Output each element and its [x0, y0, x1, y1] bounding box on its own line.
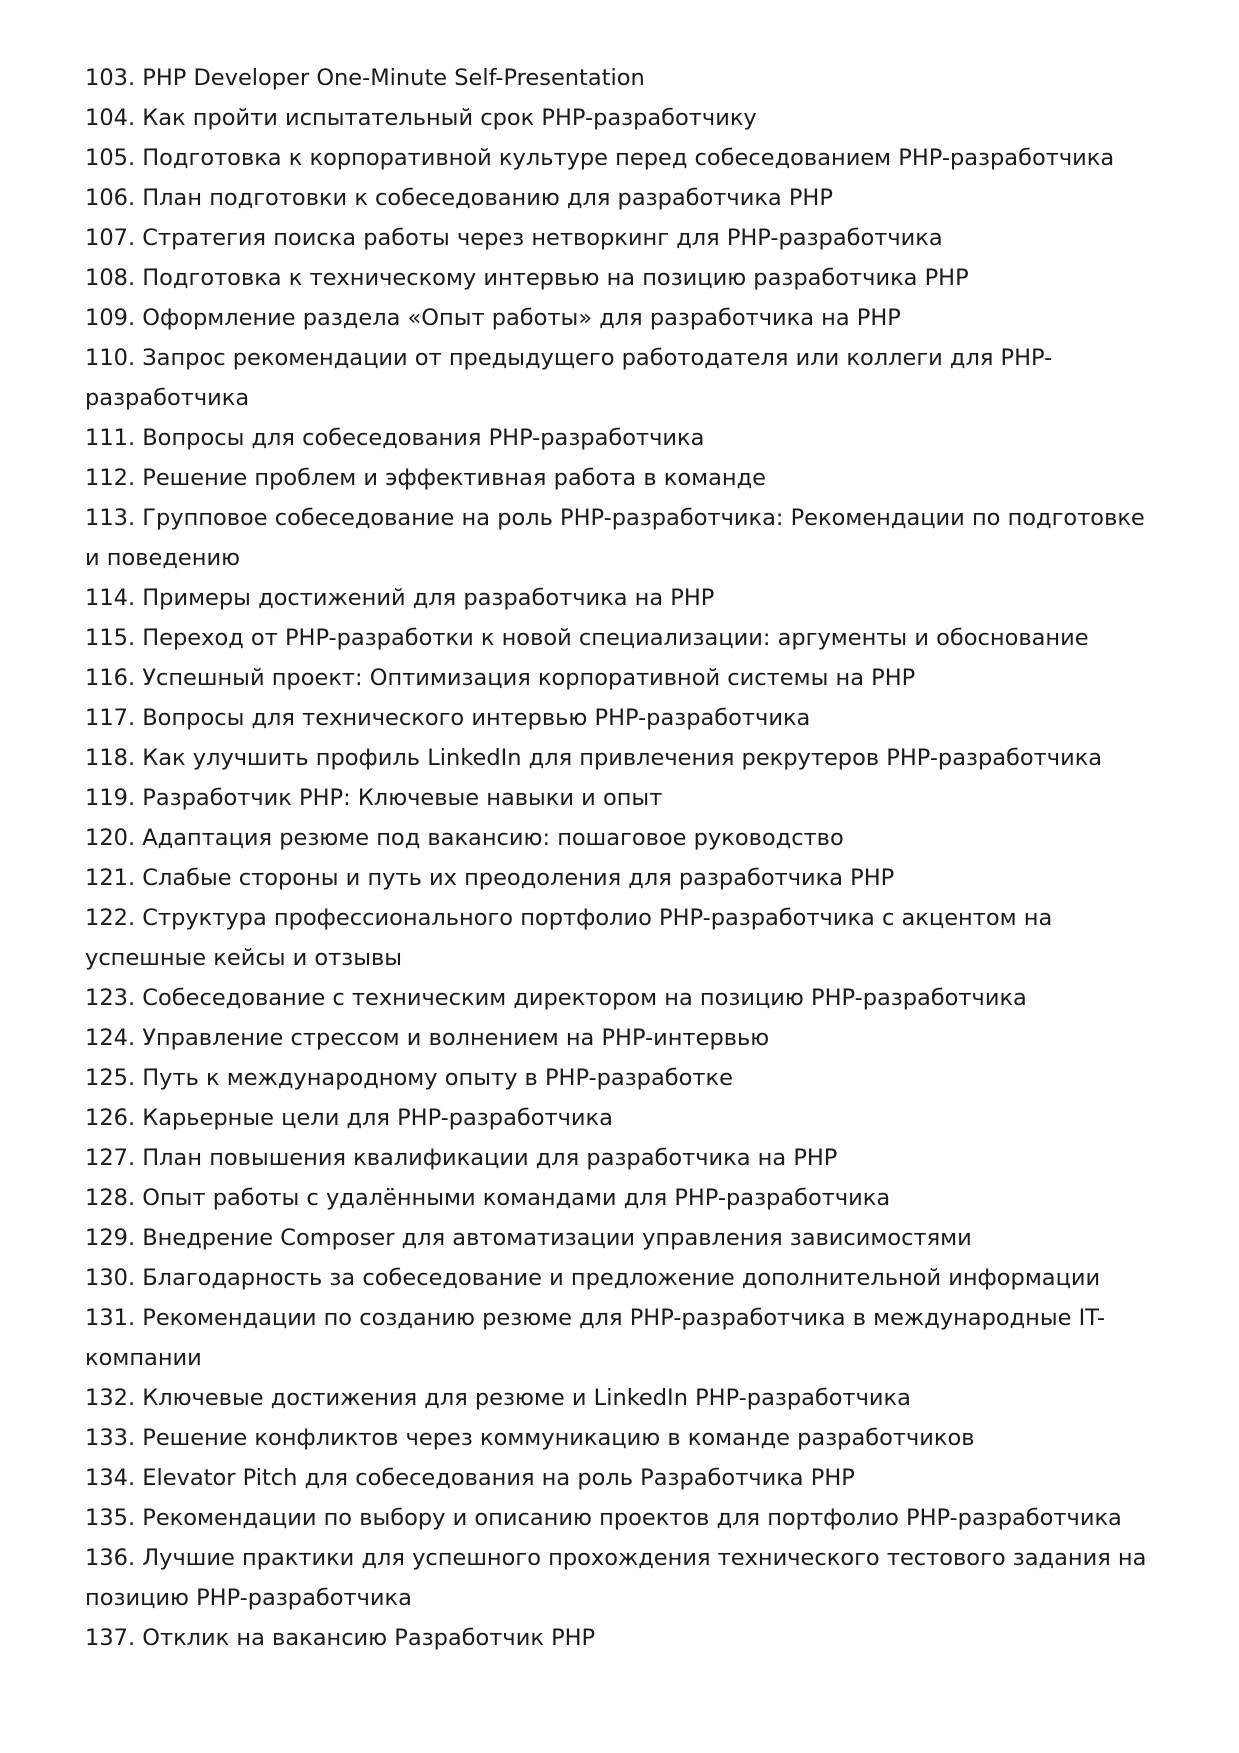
list-item: 110. Запрос рекомендации от предыдущего работодателя или коллеги для PHP-разработчика	[85, 345, 1053, 411]
list-item: 105. Подготовка к корпоративной культуре перед собеседованием PHP-разработчика	[85, 145, 1115, 171]
list-item: 118. Как улучшить профиль LinkedIn для привлечения рекрутеров PHP-разработчика	[85, 745, 1103, 771]
list-item: 126. Карьерные цели для PHP-разработчика	[85, 1105, 613, 1131]
list-item: 121. Слабые стороны и путь их преодоления для разработчика PHP	[85, 865, 895, 891]
list-item: 132. Ключевые достижения для резюме и LinkedIn PHP-разработчика	[85, 1385, 911, 1411]
list-item: 127. План повышения квалификации для разработчика на PHP	[85, 1145, 838, 1171]
list-item: 114. Примеры достижений для разработчика на PHP	[85, 585, 715, 611]
list-item: 116. Успешный проект: Оптимизация корпоративной системы на PHP	[85, 665, 916, 691]
list-item: 129. Внедрение Composer для автоматизации управления зависимостями	[85, 1225, 972, 1251]
list-item: 134. Elevator Pitch для собеседования на роль Разработчика PHP	[85, 1465, 855, 1491]
list-item: 117. Вопросы для технического интервью PHP-разработчика	[85, 705, 811, 731]
list-item: 119. Разработчик PHP: Ключевые навыки и опыт	[85, 785, 663, 811]
list-item: 106. План подготовки к собеседованию для разработчика PHP	[85, 185, 833, 211]
list-item: 108. Подготовка к техническому интервью на позицию разработчика PHP	[85, 265, 969, 291]
document-page	[85, 58, 1165, 1658]
list-item: 131. Рекомендации по созданию резюме для PHP-разработчика в международные IT-компании	[85, 1305, 1106, 1371]
list-item: 103. PHP Developer One-Minute Self-Presentation	[85, 65, 645, 91]
list-item: 130. Благодарность за собеседование и предложение дополнительной информации	[85, 1265, 1101, 1291]
list-item: 137. Отклик на вакансию Разработчик PHP	[85, 1625, 596, 1651]
list-item: 113. Групповое собеседование на роль PHP-разработчика: Рекомендации по подготовке и поведению	[85, 505, 1145, 571]
list-item: 107. Стратегия поиска работы через нетворкинг для PHP-разработчика	[85, 225, 943, 251]
list-item: 125. Путь к международному опыту в PHP-разработке	[85, 1065, 733, 1091]
list-item: 111. Вопросы для собеседования PHP-разработчика	[85, 425, 705, 451]
list-item: 128. Опыт работы с удалёнными командами для PHP-разработчика	[85, 1185, 891, 1211]
list-item: 112. Решение проблем и эффективная работа в команде	[85, 465, 767, 491]
list-item: 136. Лучшие практики для успешного прохождения технического тестового задания на позицию PHP-разработчика	[85, 1545, 1147, 1611]
list-item: 115. Переход от PHP-разработки к новой специализации: аргументы и обоснование	[85, 625, 1089, 651]
toc-list	[85, 58, 1165, 1658]
list-item: 124. Управление стрессом и волнением на PHP-интервью	[85, 1025, 770, 1051]
list-item: 120. Адаптация резюме под вакансию: пошаговое руководство	[85, 825, 844, 851]
list-item: 133. Решение конфликтов через коммуникацию в команде разработчиков	[85, 1425, 975, 1451]
list-item: 135. Рекомендации по выбору и описанию проектов для портфолио PHP-разработчика	[85, 1505, 1122, 1531]
list-item: 109. Оформление раздела «Опыт работы» для разработчика на PHP	[85, 305, 901, 331]
list-item: 104. Как пройти испытательный срок PHP-разработчику	[85, 105, 757, 131]
list-item: 123. Собеседование с техническим директором на позицию PHP-разработчика	[85, 985, 1027, 1011]
list-item: 122. Структура профессионального портфолио PHP-разработчика с акцентом на успешные кейсы и отзывы	[85, 905, 1053, 971]
